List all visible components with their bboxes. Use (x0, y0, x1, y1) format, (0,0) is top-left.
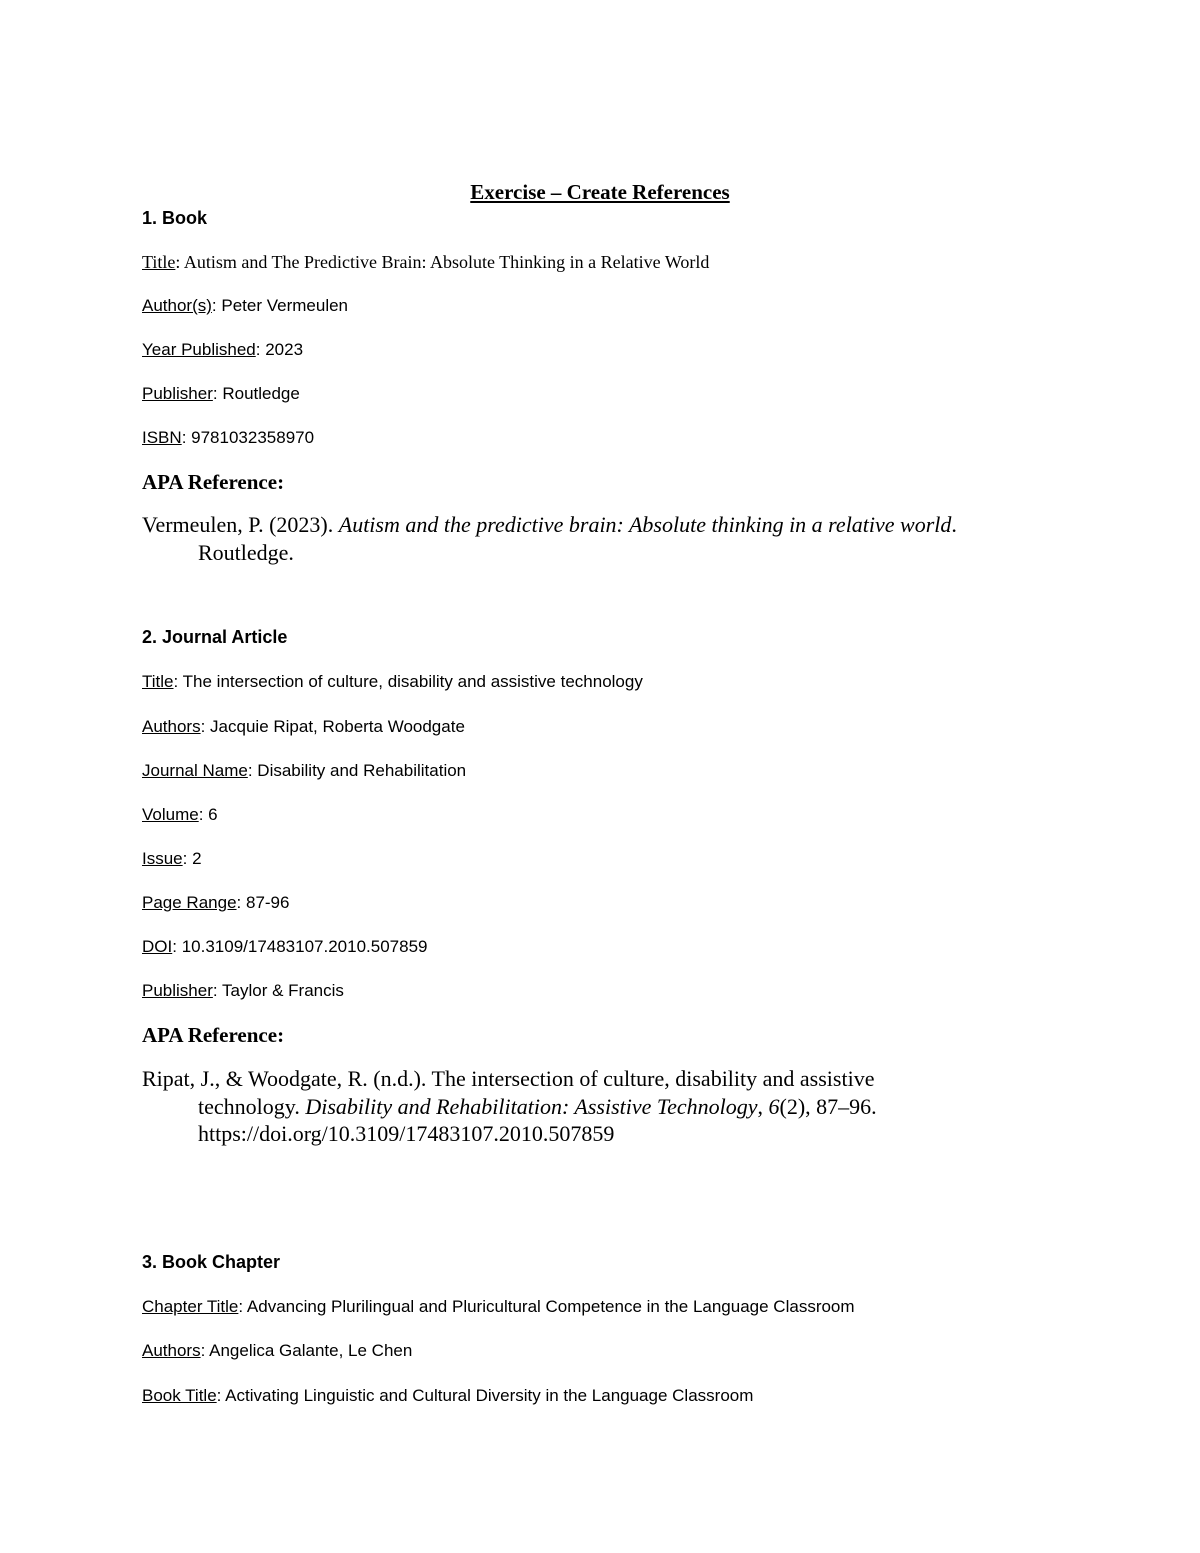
field-journal-publisher: Publisher: Taylor & Francis (142, 981, 344, 1000)
apa-reference-book-line2: Routledge. (198, 540, 294, 565)
field-value: 2023 (260, 340, 304, 359)
field-value: Disability and Rehabilitation (252, 761, 467, 780)
field-label: ISBN (142, 428, 182, 447)
ref-journal-italic: Disability and Rehabilitation: Assistive Technology (305, 1094, 758, 1119)
field-label: DOI (142, 937, 173, 956)
ref-text: , (757, 1094, 769, 1119)
field-value: 2 (187, 849, 202, 868)
field-chapter-authors: Authors: Angelica Galante, Le Chen (142, 1341, 413, 1360)
field-book-year: Year Published: 2023 (142, 340, 304, 359)
field-journal-pages: Page Range: 87-96 (142, 893, 290, 912)
field-book-title: Title: Autism and The Predictive Brain: Absolute Thinking in a Relative World (142, 252, 710, 272)
field-value: 87-96 (241, 893, 290, 912)
apa-reference-journal-line2 (198, 1094, 877, 1120)
field-book-authors: Author(s): Peter Vermeulen (142, 296, 349, 315)
field-chapter-title: Chapter Title: Advancing Plurilingual and Pluricultural Competence in the Language Classroom (142, 1297, 855, 1316)
field-value: Jacquie Ripat, Roberta Woodgate (205, 717, 465, 736)
ref-text: (2), 87–96. (779, 1094, 877, 1119)
field-book-publisher: Publisher: Routledge (142, 384, 300, 403)
field-journal-title: Title: The intersection of culture, disability and assistive technology (142, 672, 643, 691)
field-label: Journal Name (142, 761, 248, 780)
apa-reference-book-line1 (142, 512, 957, 538)
field-chapter-book-title: Book Title: Activating Linguistic and Cultural Diversity in the Language Classroom (142, 1386, 754, 1405)
field-label: Chapter Title (142, 1297, 239, 1316)
field-label: Author(s) (142, 296, 212, 315)
ref-volume-italic: 6 (768, 1094, 780, 1119)
field-value: Activating Linguistic and Cultural Diversity in the Language Classroom (221, 1386, 754, 1405)
field-label: Authors (142, 717, 201, 736)
apa-heading-book: APA Reference: (142, 470, 285, 494)
field-value: Peter Vermeulen (216, 296, 349, 315)
field-value: The intersection of culture, disability and assistive technology (178, 672, 643, 691)
ref-text: technology. (198, 1094, 306, 1119)
field-label: Publisher (142, 981, 213, 1000)
field-label: Volume (142, 805, 199, 824)
field-label: Issue (142, 849, 183, 868)
field-value: Taylor & Francis (217, 981, 344, 1000)
field-label: Publisher (142, 384, 213, 403)
field-value: Angelica Galante, Le Chen (205, 1341, 413, 1360)
field-journal-volume: Volume: 6 (142, 805, 218, 824)
section-heading-book: 1. Book (142, 208, 208, 228)
apa-heading-journal: APA Reference: (142, 1023, 285, 1047)
field-value: 6 (203, 805, 218, 824)
ref-text: . (951, 512, 957, 537)
field-journal-authors: Authors: Jacquie Ripat, Roberta Woodgate (142, 717, 465, 736)
field-value: 9781032358970 (186, 428, 315, 447)
ref-text: Vermeulen, P. (2023). (142, 512, 339, 537)
section-heading-chapter: 3. Book Chapter (142, 1252, 281, 1272)
section-heading-journal: 2. Journal Article (142, 627, 288, 647)
field-journal-issue: Issue: 2 (142, 849, 202, 868)
field-value: Routledge (217, 384, 300, 403)
field-label: Title (142, 672, 174, 691)
field-label: Title (142, 252, 176, 272)
field-journal-doi: DOI: 10.3109/17483107.2010.507859 (142, 937, 428, 956)
apa-reference-journal-line1: Ripat, J., & Woodgate, R. (n.d.). The intersection of culture, disability and assistive (142, 1066, 875, 1091)
apa-reference-journal-doi: https://doi.org/10.3109/17483107.2010.507859 (198, 1121, 615, 1146)
document-title: Exercise – Create References (470, 180, 730, 204)
field-label: Page Range (142, 893, 237, 912)
field-book-isbn: ISBN: 9781032358970 (142, 428, 315, 447)
field-value: Advancing Plurilingual and Pluricultural Competence in the Language Classroom (243, 1297, 855, 1316)
field-value: Autism and The Predictive Brain: Absolute Thinking in a Relative World (180, 252, 710, 272)
field-label: Book Title (142, 1386, 217, 1405)
ref-title-italic: Autism and the predictive brain: Absolute thinking in a relative world (338, 512, 952, 537)
field-journal-name: Journal Name: Disability and Rehabilitation (142, 761, 467, 780)
field-label: Authors (142, 1341, 201, 1360)
field-value: 10.3109/17483107.2010.507859 (176, 937, 428, 956)
field-label: Year Published (142, 340, 256, 359)
